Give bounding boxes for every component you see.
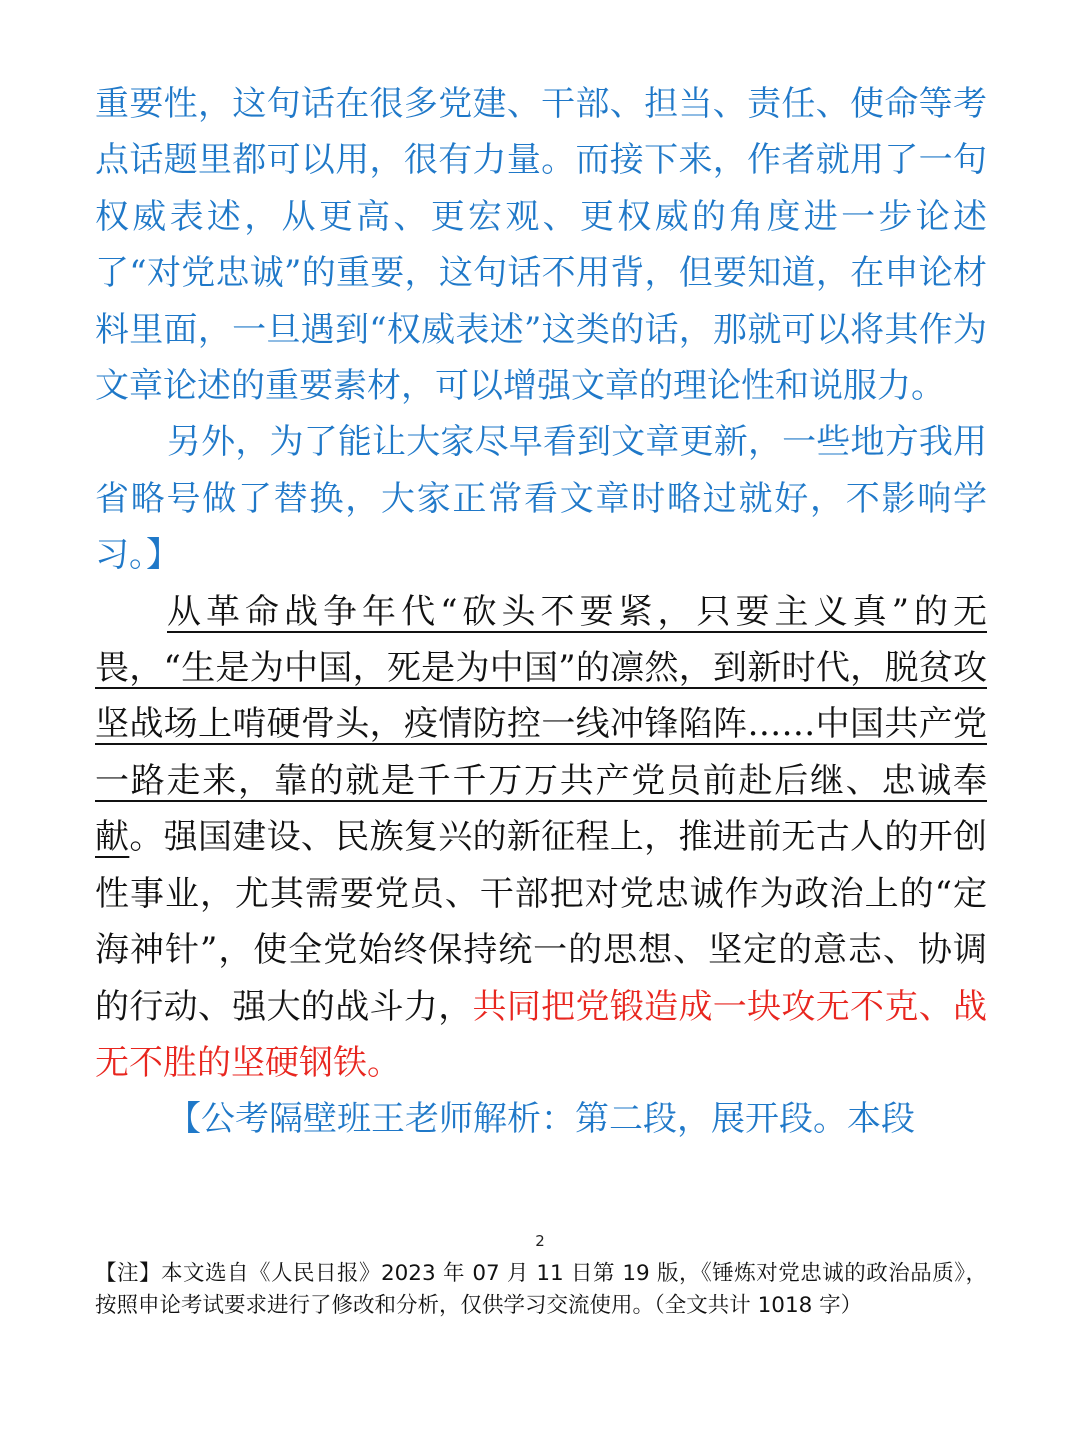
highlighted-red-sentence: 共同把党锻造成一块攻无不克、战无不胜的坚硬钢铁。 [95,986,988,1083]
commentary-paragraph-continued: 重要性，这句话在很多党建、干部、担当、责任、使命等考点话题里都可以用，很有力量。而接下来，作者就用了一句权威表述，从更高、更宏观、更权威的角度进一步论述了“对党忠诚”的重要，这句话不用背，但要知道，在申论材料里面，一旦遇到“权威表述”这类的话，那就可以将其作为文章论述的重要素材，可以增强文章的理论性和说服力。 [95,84,987,407]
article-body [95,76,987,1148]
footnote: 【注】本文选自《人民日报》2023 年 07 月 11 日第 19 版，《锤炼对党忠诚的政治品质》，按照申论考试要求进行了修改和分析，仅供学习交流使用。（全文共计 1018 字） [95,1261,987,1318]
page-number: 2 [535,1232,545,1250]
commentary-paragraph-note: 另外，为了能让大家尽早看到文章更新，一些地方我用省略号做了替换，大家正常看文章时略过就好，不影响学习。】 [95,422,987,576]
article-paragraph-2 [95,584,987,1092]
article-sentence: 。强国建设、民族复兴的新征程上，推进前无古人的开创性事业，尤其需要党员、干部把对党忠诚作为政治上的“定海神针”，使全党始终保持统一的思想、坚定的意志、协调的行动、强大的战斗力， [95,817,988,1027]
commentary-paragraph-start: 【公考隔壁班王老师解析：第二段，展开段。本段 [167,1099,915,1140]
underlined-key-sentence: 从革命战争年代“砍头不要紧，只要主义真”的无畏，“生是为中国，死是为中国”的凛然，到新时代，脱贫攻坚战场上啃硬骨头，疫情防控一线冲锋陷阵……中国共产党一路走来，靠的就是千千万万共产党员前赴后继、忠诚奉献 [95,591,987,858]
